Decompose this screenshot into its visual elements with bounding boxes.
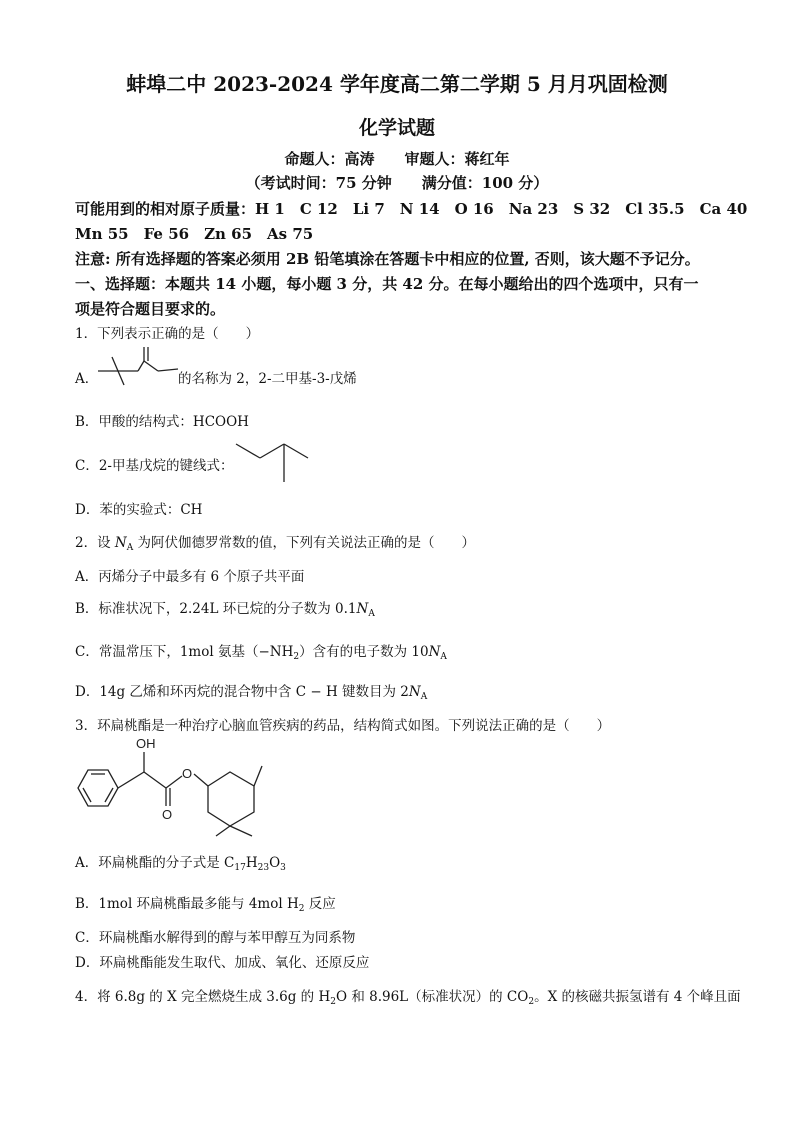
bond	[138, 361, 144, 371]
q2-option-d	[75, 680, 427, 702]
q1-structure-a	[94, 345, 180, 387]
bond	[260, 444, 284, 458]
h-symbol: H	[245, 855, 258, 871]
q3-stem: 3．环扁桃酯是一种治疗心脑血管疾病的药品，结构简式如图。下列说法正确的是（ ）	[75, 718, 611, 734]
bond	[118, 371, 124, 385]
section1-line2: 项是符合题目要求的。	[75, 300, 226, 318]
na-subscript: A	[368, 609, 375, 619]
exam-authors: 命题人：高涛 审题人：蒋红年	[284, 150, 510, 168]
na-subscript: A	[420, 692, 428, 702]
benzene-ring	[78, 770, 118, 806]
q4-stem-post: 。X 的核磁共振氢谱有 4 个峰且面	[534, 989, 741, 1005]
carbonyl-o-label: O	[162, 807, 173, 822]
bond	[118, 772, 144, 788]
q3-option-d: D．环扁桃酯能发生取代、加成、氧化、还原反应	[75, 955, 370, 971]
bond	[144, 361, 158, 371]
bond	[158, 369, 178, 371]
na-subscript: A	[126, 543, 134, 553]
bond	[284, 444, 308, 458]
na-symbol: N	[356, 601, 369, 617]
o-subscript: 3	[280, 863, 286, 873]
q3-option-c: C．环扁桃酯水解得到的醇与苯甲醇互为同系物	[75, 930, 356, 946]
q2-option-b	[75, 597, 375, 619]
q4-stem-mid: O 和 8.96L（标准状况）的 CO	[335, 989, 529, 1005]
q4-stem	[75, 985, 741, 1007]
q1-option-a-prefix: A．	[75, 371, 99, 387]
q1-option-c: C．2-甲基戊烷的键线式：	[75, 458, 234, 474]
q4-stem-pre: 4．将 6.8g 的 X 完全燃烧生成 3.6g 的 H	[75, 989, 331, 1005]
q3-option-a	[75, 851, 286, 873]
section1-line1: 一、选择题：本题共 14 小题，每小题 3 分，共 42 分。在每小题给出的四个选项中，只有一	[75, 275, 699, 293]
atomic-masses-line2: Mn 55 Fe 56 Zn 65 As 75	[75, 225, 314, 243]
q1-option-b: B．甲酸的结构式：HCOOH	[75, 414, 249, 430]
q2-option-d-text: D．14g 乙烯和环丙烷的混合物中含 C − H 键数目为 2	[75, 684, 409, 700]
q3-option-b-text: B．1mol 环扁桃酯最多能与 4mol H	[75, 896, 299, 912]
notice: 注意: 所有选择题的答案必须用 2B 铅笔填涂在答题卡中相应的位置, 否则，该大题不予记分。	[75, 250, 700, 268]
q1-structure-c	[232, 438, 312, 486]
q3-option-b	[75, 892, 336, 914]
q2-option-a: A．丙烯分子中最多有 6 个原子共平面	[75, 569, 305, 585]
q2-option-c-text: C．常温常压下，1mol 氨基（−NH	[75, 644, 294, 660]
q2-stem-pre: 2．设	[75, 535, 115, 551]
na-symbol: N	[428, 644, 441, 660]
q3-option-a-text: A．环扁桃酯的分子式是 C	[75, 855, 235, 871]
q2-stem-post: 为阿伏伽德罗常数的值，下列有关说法正确的是（ ）	[133, 535, 475, 551]
exam-title: 蚌埠二中 2023-2024 学年度高二第二学期 5 月月巩固检测	[126, 72, 668, 96]
o-symbol: O	[269, 855, 281, 871]
exam-subtitle: 化学试题	[358, 117, 435, 139]
q3-option-b-post: 反应	[304, 896, 336, 912]
c-subscript: 17	[234, 863, 246, 873]
bond	[112, 357, 118, 371]
bond	[194, 774, 208, 786]
atomic-masses-line1: 可能用到的相对原子质量：H 1 C 12 Li 7 N 14 O 16 Na 23 S 32 Cl 35.5 Ca 40	[75, 200, 748, 218]
h2-subscript: 2	[298, 904, 305, 914]
q2-stem	[75, 531, 475, 553]
exam-info: （考试时间：75 分钟 满分值：100 分）	[245, 174, 549, 192]
q2-option-c	[75, 640, 447, 662]
na-subscript: A	[440, 652, 447, 662]
q2-option-b-text: B．标准状况下，2.24L 环已烷的分子数为 0.1	[75, 601, 357, 617]
oh-label: OH	[136, 736, 156, 751]
q2-option-c-post: ）含有的电子数为 10	[299, 644, 429, 660]
q1-option-a-text: 的名称为 2，2-二甲基-3-戊烯	[178, 371, 357, 387]
na-symbol: N	[114, 535, 127, 551]
bond	[230, 826, 252, 836]
q1-option-d: D．苯的实验式：CH	[75, 502, 203, 518]
bond	[254, 766, 262, 786]
h2o-subscript: 2	[330, 997, 336, 1007]
na-symbol: N	[408, 684, 421, 700]
nh2-subscript: 2	[293, 652, 300, 662]
q1-stem: 1．下列表示正确的是（ ）	[75, 326, 260, 342]
co2-subscript: 2	[528, 997, 535, 1007]
ester-o-label: O	[182, 766, 193, 781]
bond	[144, 772, 166, 788]
bond	[216, 826, 230, 836]
q3-structure	[66, 736, 296, 840]
bond	[166, 776, 182, 788]
bond	[236, 444, 260, 458]
h-subscript: 23	[257, 863, 270, 873]
cyclohexane-ring	[208, 772, 254, 826]
